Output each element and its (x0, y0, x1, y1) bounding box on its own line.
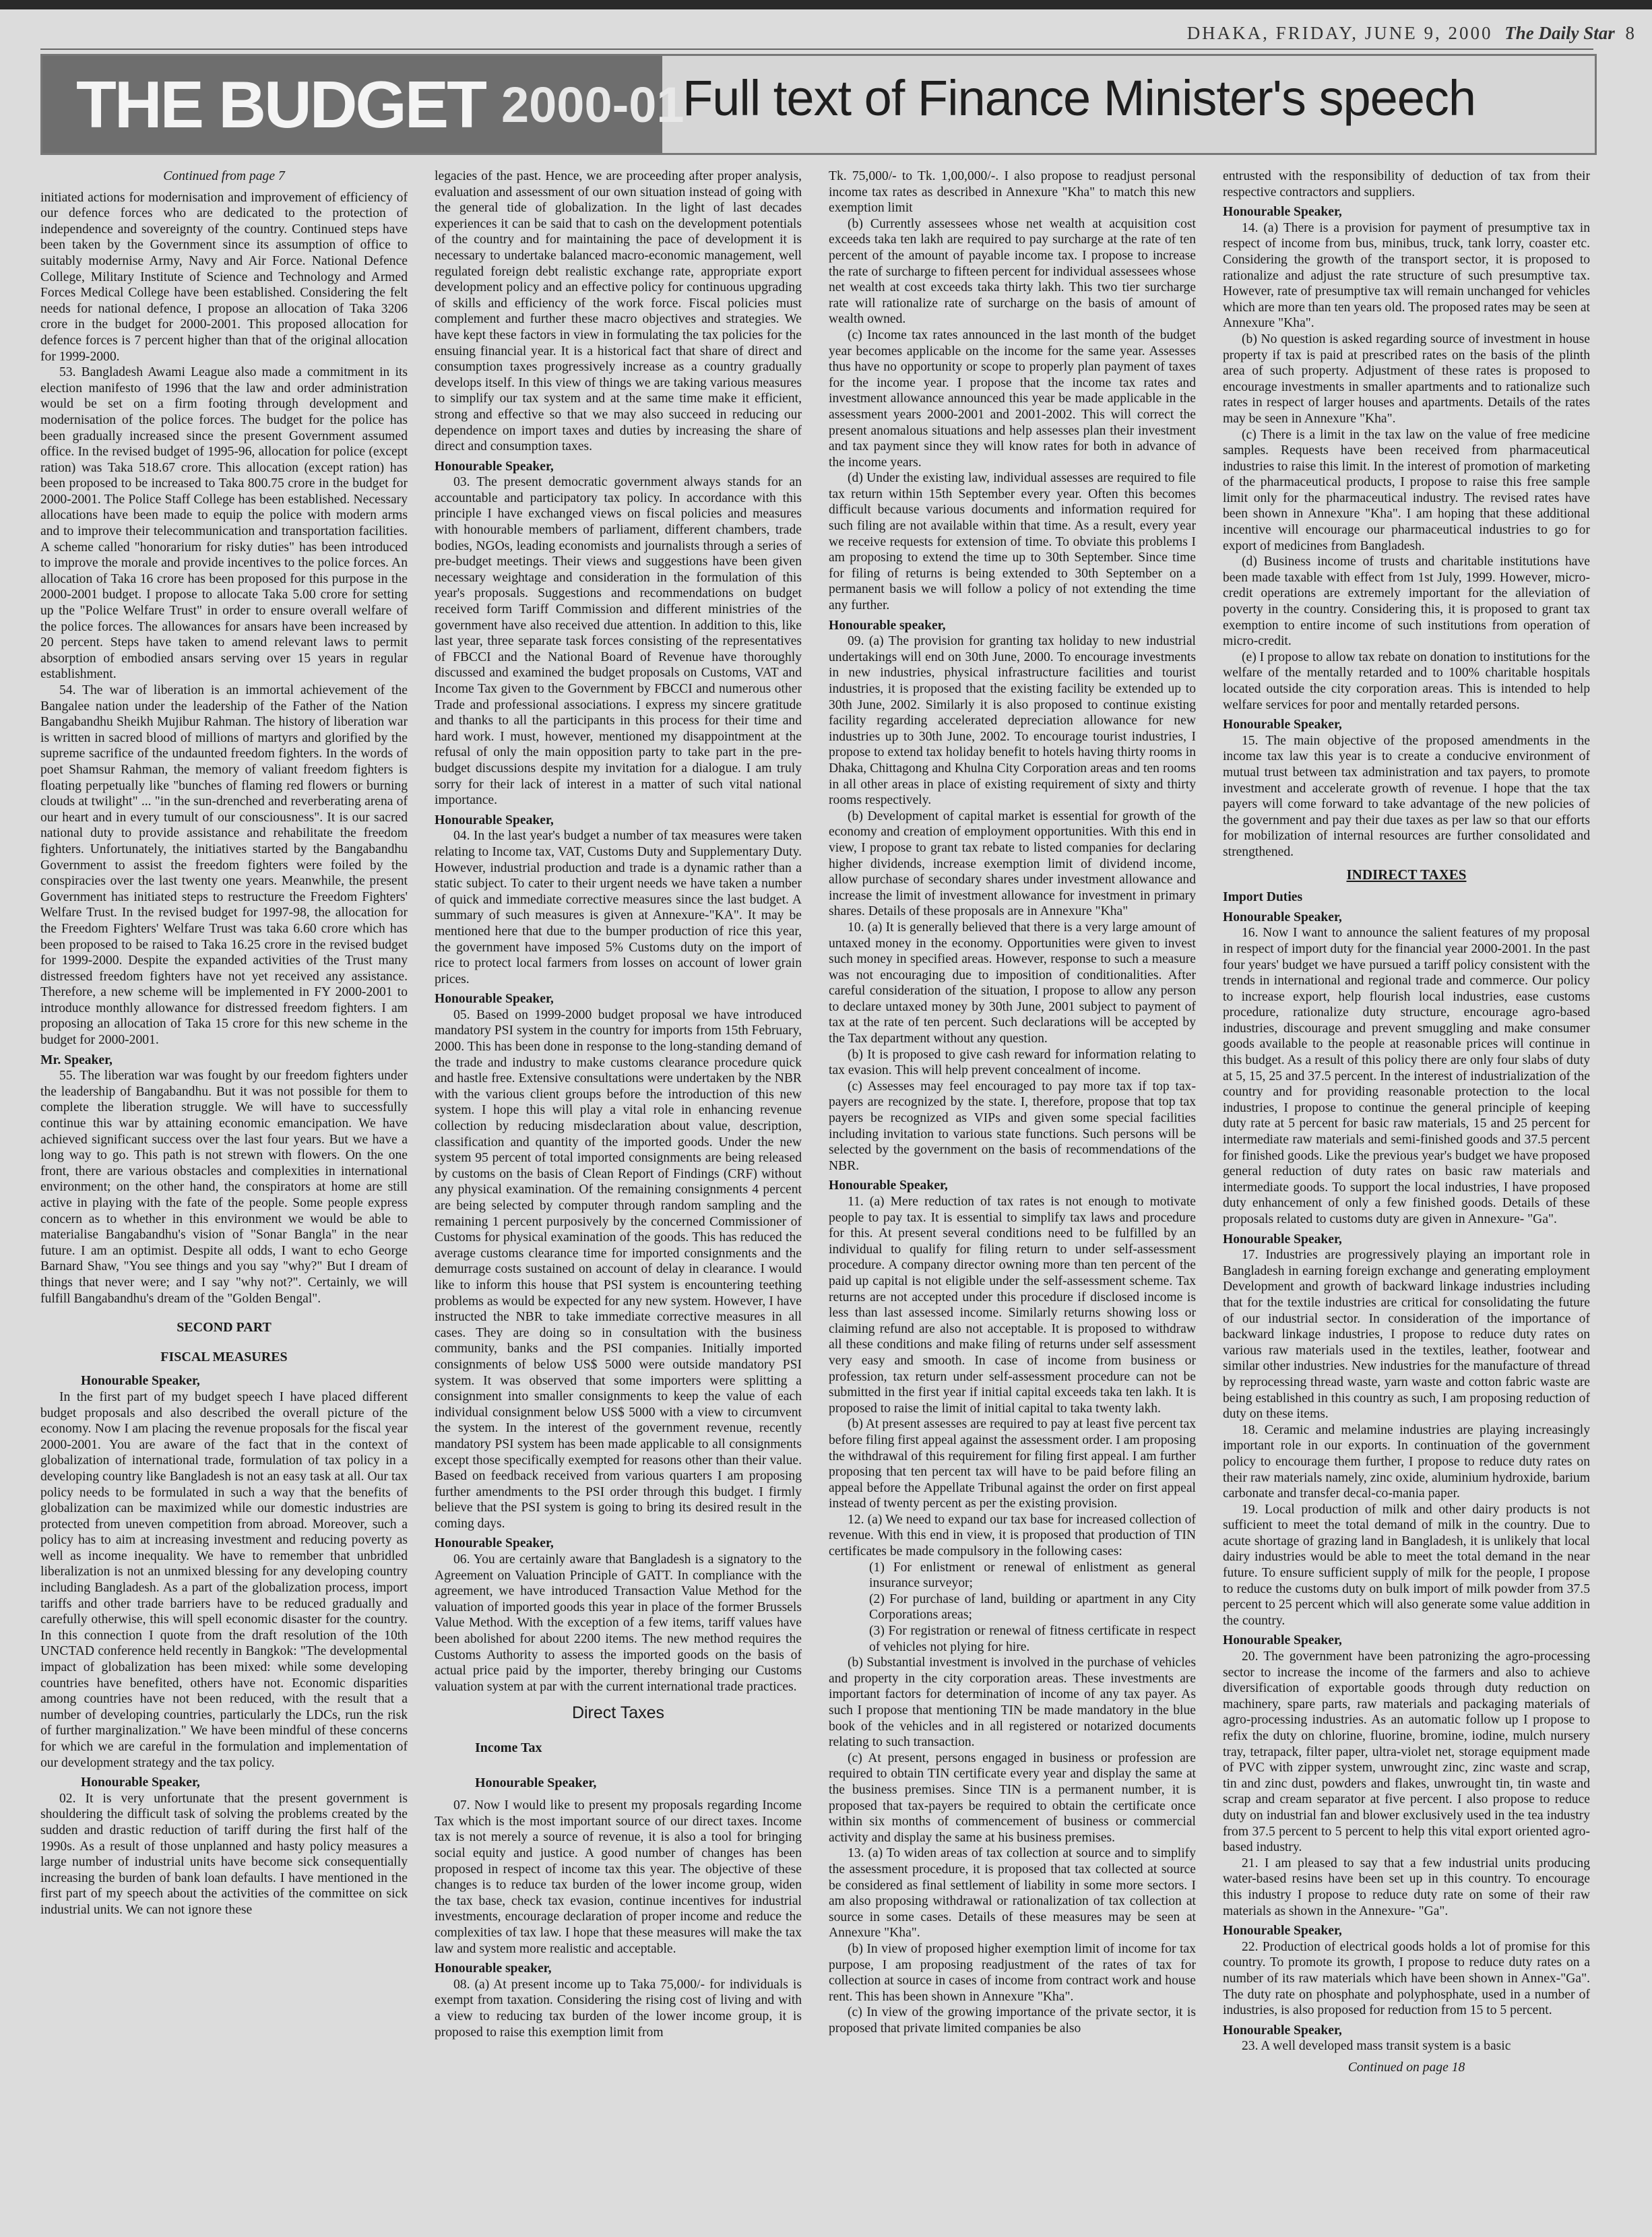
paragraph-12: 12. (a) We need to expand our tax base for increased collection of revenue. With this end in view, it is proposed that production of TIN certificates be made compulsory in the following cases: (829, 1512, 1196, 1559)
subsection-heading: Income Tax (475, 1740, 542, 1755)
paragraph: (c) Assesses may feel encouraged to pay more tax if top tax-payers are recognized by the state. I, therefore, propose that top tax payers be recognized as VIPs and given some special facilities including invitation to various state functions. Such persons will be selected by the government on the basis of recommendations of the NBR. (829, 1079, 1196, 1173)
paragraph-05: 05. Based on 1999-2000 budget proposal we have introduced mandatory PSI system in the country for imports from 15th February, 2000. This has been done in response to the long-standing demand of the trade and industry to make customs clearance procedure quick and hastle free. Extensive consultations were undertaken by the NBR with the various client groups before the introduction of this new system. I hope this will play a vital role in enhancing revenue collection by reducing misdeclaration about value, description, classification and quantity of the imported goods. Under the new system 95 percent of total imported consignments are being released by customs on the basis of Clean Report of Findings (CRF) without any physical examination. Of the remaining consignments 4 percent are being selected by computer through random sampling and the remaining 1 percent purposively by the concerned Commissioner of Customs for physical examination of the goods. This has reduced the average customs clearance time for imported consignments and the demurrage costs sustained on account of delay in clearance. I would like to inform this house that PSI system is encountering teething problems as would be expected for any new system. However, I have instructed the NBR to take immediate corrective measures in all cases. They are doing so in consultation with the business community, banks and the PSI companies. Initially imported consignments of below US$ 5000 were outside mandatory PSI system. It was observed that some importers were splitting a consignment into smaller consignments to keep the value of each individual consignment below US$ 5000 with a view to circumvent the system. In the interest of the government revenue, recently mandatory PSI system has been made applicable to all consignments except those specifically exempted for reasons other than their value. Based on feedback received from various quarters I am proposing further amendments to the PSI order through this budget. I firmly believe that the PSI system is going to bring its desired result in the coming days. (435, 1007, 802, 1531)
paragraph-21: 21. I am pleased to say that a few industrial units producing water-based resins have been set up in this country. To encourage this industry I propose to reduce duty rate on some of their raw materials as shown in the Annexure- "Ga". (1223, 1856, 1590, 1918)
page-number: 8 (1625, 23, 1634, 43)
section-heading: INDIRECT TAXES (1346, 866, 1467, 883)
masthead-logo: The Daily Star (1504, 23, 1615, 43)
paragraph: (c) At present, persons engaged in business or profession are required to obtain TIN certificate every year and display the same at the business premises. Since TIN is a permanent number, it is proposed that tax-payers be required to obtain the certificate once within six months of commencement of business or commercial activity and display the same at his business premises. (829, 1751, 1196, 1845)
paragraph-17: 17. Industries are progressively playing an important role in Bangladesh in earning foreign exchange and generating employment Development and growth of backward linkage industries including that for the textile industries are critical for consolidating the future of our industrial sector. In consideration of the importance of backward linkage industries, I propose to reduce duty rates on various raw materials used in the textiles, leather, footwear and similar other industries. New industries for the manufacture of thread by reprocessing thread waste, yarn waste and cotton fabric waste are being established in this country as such, I am proposing reduction of duty on these items. (1223, 1248, 1590, 1422)
paragraph-55: 55. The liberation war was fought by our freedom fighters under the leadership of Bangabandhu. But it was not possible for them to complete the liberation struggle. We will have to successfully continue this war by attaining economic emancipation. We have achieved significant success over the last four years. But we have a long way to go. This path is not strewn with flowers. On the one front, there are various obstacles and complexities in international environment; on the other hand, the conspirators at home are still active in playing with the fate of the people. Some people express concern as to whether in this environment we would be able to materialise Bangabandhu's vision of "Sonar Bangla" in the near future. I am an optimist. Despite all odds, I want to echo George Barnard Shaw, "You see things and you say "why?" But I dream of things that never were; and I say "why not?". Certainly, we will fulfill Bangabandhu's dream of the "Golden Bengal". (40, 1069, 408, 1306)
paragraph-01: In the first part of my budget speech I have placed different budget proposals and also described the overall picture of the economy. Now I am placing the revenue proposals for the fiscal year 2000-2001. You are aware of the fact that in the context of globalization of international trade, formulation of tax policy in a developing country like Bangladesh is not an easy task at all. Our tax policy needs to be formulated in such a way that the benefits of globalization can be maximized while our domestic industries are protected from uneven competition from abroad. Moreover, such a policy has to aim at increasing investment and reducing poverty as well as income inequality. We have to remember that unbridled liberalization is not an unmixed blessing for any developing country including Bangladesh. As a part of the globalization process, import tariffs and other trade barriers have to be reduced gradually and carefully otherwise, this will spell economic disaster for the country. In this connection I quote from the draft resolution of the 10th UNCTAD conference held recently in Bangkok: "The developmental impact of globalization has been mixed: while some developing countries have benefited, others have not. Economic disparities among countries have not been reduced, with the result that a number of developing countries, particularly the LDCs, run the risk of further marginalization." We have been mindful of these concerns for which we are careful in the formulation and implementation of our development strategy and the tax policy. (40, 1389, 408, 1770)
headline-title: THE BUDGET (76, 67, 485, 141)
paragraph-08: 08. (a) At present income up to Taka 75,000/- for individuals is exempt from taxation. Considering the rising cost of living and with a view to reducing tax burden of the lower income group, it is proposed to raise this exemption limit from (435, 1977, 802, 2040)
paragraph: legacies of the past. Hence, we are proceeding after proper analysis, evaluation and assessment of our own situation instead of going with the general tide of globalization. In the light of last decades experiences it can be said that to cash on the development potentials of the country and for maintaining the pace of development it is necessary to undertake balanced macro-economic management, well regulated foreign debt realistic exchange rate, appropriate export development policy and an effective policy for continuous upgrading of skills and efficiency of the work force. Fiscal policies must complement and further these macro objectives and strategies. We have kept these factors in view in formulating the tax policies for the ensuing financial year. It is a historical fact that share of direct and consumption taxes progressively increase as a country gradually develops itself. In this view of things we are taking various measures to simplify our tax system and at the same time make it efficient, strong and effective so that we may also succeed in reducing our dependence on import taxes and duties by increasing the share of direct and consumption taxes. (435, 169, 802, 454)
paragraph-54: 54. The war of liberation is an immortal achievement of the Bangalee nation under the leadership of the Father of the Nation Bangabandhu Sheikh Mujibur Rahman. The history of liberation war is written in sacred blood of millions of martyrs and glorified by the supreme sacrifice of the undaunted freedom fighters. In the words of poet Shamsur Rahman, the memory of valiant freedom fighters is floating perpetually like "bunches of flaming red flowers or burning clouds at twilight" ... "in the sun-drenched and reverberating arena of our heart and in every tumult of our consciousness". It is our sacred national duty to provide assistance and rehabilitate the freedom fighters. Unfortunately, the initiatives started by the Bangabandhu Government to assist the freedom fighters were foiled by the conspiracies over the last twenty one years. Meanwhile, the present Government has initiated steps to restructure the Freedom Fighters' Welfare Trust. In the revised budget for 1997-98, the allocation for the Freedom Fighters' Welfare Trust was taka 6.60 crore which has been proposed to be raised to Taka 16.25 crore in the revised budget for 1999-2000. Despite the expanded activities of the Trust many distressed freedom fighters have not yet received any assistance. Therefore, a new scheme will be implemented in FY 2000-2001 to introduce monthly allowance for distressed freedom fighters. I am proposing an allocation of Taka 15 crore for this new scheme in the budget for 2000-2001. (40, 683, 408, 1048)
paragraph-07: 07. Now I would like to present my proposals regarding Income Tax which is the most important source of our direct taxes. Income tax is not merely a source of revenue, it is also a tool for bringing social equity and justice. A good number of changes has been proposed in respect of income tax this year. The objective of these changes is to reduce tax burden of the lower income group, widen the tax base, check tax evasion, continue incentives for industrial investments, encourage declaration of proper income and reduce the complexities of tax law. I hope that these measures will make the tax law and system more realistic and acceptable. (435, 1798, 802, 1956)
paragraph-15: 15. The main objective of the proposed amendments in the income tax law this year is to create a conducive environment of mutual trust between tax administration and tax payers, to promote investment and accelerate growth of revenue. I hope that the tax payers will come forward to take advantage of the new policies of the government and pay their due taxes as per law so that our efforts for mobilization of internal resources are further consolidated and strengthened. (1223, 733, 1590, 859)
paragraph: Tk. 75,000/- to Tk. 1,00,000/-. I also propose to readjust personal income tax rates as described in Annexure "Kha" to match this new exemption limit (829, 169, 1196, 216)
paragraph-04: 04. In the last year's budget a number of tax measures were taken relating to Income tax, VAT, Customs Duty and Supplementary Duty. However, industrial production and trade is a dynamic rather than a static subject. To cater to their urgent needs we have taken a number of quick and immediate corrective measures since the last budget. A summary of such measures is given at Annexure-"KA". It may be mentioned here that due to the bumper production of rice this year, the government have imposed 5% Customs duty on the import of rice to protect local farmers from losses on account of lower grain prices. (435, 829, 802, 986)
paragraph-10: 10. (a) It is generally believed that there is a very large amount of untaxed money in the economy. Opportunities were given to invest such money in specified areas. However, response to such a measure was not encouraging due to imposition of conditionalities. After careful consideration of the situation, I propose to allow any person to declare untaxed money by 30th June, 2001 subject to payment of tax at the rate of ten percent. Such declarations will be accepted by the Tax department without any question. (829, 920, 1196, 1046)
speaker-heading: Honourable speaker, (435, 1961, 552, 1976)
paragraph: entrusted with the responsibility of deduction of tax from their respective contractors and suppliers. (1223, 169, 1590, 199)
speaker-heading: Honourable Speaker, (435, 813, 554, 827)
column-4 (1223, 168, 1590, 2210)
speaker-heading: Honourable Speaker, (1223, 910, 1342, 924)
paragraph: initiated actions for modernisation and improvement of efficiency of our defence forces who are dedicated to the protection of independence and sovereignty of the country. Continued steps have been taken by the Government since its assumption of office to suitably modernise Army, Navy and Air Force. National Defence College, Military Institute of Science and Technology and Armed Forces Medical College have been established. Considering the felt needs for national defence, I propose an allocation of Taka 3206 crore in the budget for 2000-2001. This proposed allocation for defence forces is 7 percent higher than that of the original allocation for 1999-2000. (40, 190, 408, 364)
list-item: (1) For enlistment or renewal of enlistment as general insurance surveyor; (869, 1560, 1196, 1591)
speaker-heading: Honourable Speaker, (81, 1374, 200, 1389)
paragraph-16: 16. Now I want to announce the salient features of my proposal in respect of import duty for the financial year 2000-2001. In the past four years' budget we have pursued a tariff policy consistent with the trends in international and regional trade and commerce. Our policy to increase export, help flourish local industries, ease customs procedure, rationalize duty structure, encourage agro-based industries, discourage and prevent smuggling and make consumer goods available to the people at reasonable prices will continue in this budget. As a result of this policy there are only four slabs of duty at 5, 15, 25 and 37.5 percent. In the interest of industrialization of the country and for providing reasonable protection to the local industries, I propose to continue the general principle of keeping duty rate at 5 percent for basic raw materials, 15 and 25 percent for intermediate raw materials and semi-finished goods and 37.5 percent for finished goods. Like the previous year's budget we have proposed general reduction of duty rates on basic raw materials and intermediate goods. To support the local industries, I have proposed duty enhancement of only a few finished goods. Details of these proposals related to customs duty are given in Annexure- "Ga". (1223, 926, 1590, 1226)
speaker-heading: Honourable Speaker, (829, 1178, 948, 1193)
paragraph: (d) Business income of trusts and charitable institutions have been made taxable with effect from 1st July, 1999. However, micro-credit operations are extremely important for the alleviation of poverty in the country. Considering this, it is proposed to grant tax exemption to entire income of such institutions from operation of micro-credit. (1223, 555, 1590, 649)
section-heading: SECOND PART (177, 1320, 272, 1335)
paragraph-13: 13. (a) To widen areas of tax collection at source and to simplify the assessment procedure, it is proposed that tax collected at source be considered as final settlement of liability in some more sectors. I am also proposing withdrawal or rationalization of tax collection at source in some cases. Details of these measures may be seen at Annexure "Kha". (829, 1846, 1196, 1941)
speaker-heading: Honourable Speaker, (1223, 1232, 1342, 1247)
paragraph: (b) Development of capital market is essential for growth of the economy and creation of employment opportunities. With this end in view, I propose to grant tax rebate to listed companies for declaring higher dividends, increase exemption limit of dividend income, allow purchase of secondary shares under investment allowance and increase the limit of investment allowance for investment in primary shares. Details of these proposals are in Annexure "Kha" (829, 809, 1196, 919)
paragraph-53: 53. Bangladesh Awami League also made a commitment in its election manifesto of 1996 that the law and order administration would be set on a firm footing through development and modernisation of the police forces. The budget for the police has been gradually increased since the present Government assumed office. In the revised budget of 1995-96, allocation for police (except ration) was Taka 518.67 crore. This allocation (except ration) has been proposed to be increased to Taka 800.75 crore in the budget for 2000-2001. The Police Staff College has been established. Necessary allocations have been made to equip the police with modern arms and to improve their telecommunication and transportation facilities. A scheme called "honorarium for risky duties" has been introduced to improve the morale and provide incentives to the police forces. An allocation of Taka 16 crore has been proposed for this purpose in the 2000-2001 budget. I propose to allocate Taka 5.00 crore for setting up the "Police Welfare Trust" in order to ensure overall welfare of the police forces. The allowances for ansars have been increased by 20 percent. Steps have taken to amend relevant laws to permit absorption of embodied ansars serving over 15 years in regular establishment. (40, 365, 408, 682)
paragraph: (b) It is proposed to give cash reward for information relating to tax evasion. This will help prevent concealment of income. (829, 1047, 1196, 1078)
paragraph-19: 19. Local production of milk and other dairy products is not sufficient to meet the total demand of milk in the country. Due to acute shortage of grazing land in Bangladesh, it is unlikely that local dairy industries would be able to meet the total demand in the near future. To ensure sufficient supply of milk for the people, I propose to reduce the customs duty on bulk import of milk powder from 37.5 percent to 25 percent which will also generate some value addition in the country. (1223, 1502, 1590, 1628)
section-heading: Direct Taxes (571, 1703, 665, 1723)
speaker-heading: Honourable Speaker, (1223, 205, 1342, 220)
paragraph: (b) No question is asked regarding source of investment in house property if tax is paid at prescribed rates on the basis of the plinth area of such property. Adjustment of these rates is proposed to encourage investments in smaller apartments and to rationalize such rates in respect of larger houses and apartments. Details of the rates may be seen in Annexure "Kha". (1223, 332, 1590, 426)
speaker-heading: Honourable Speaker, (81, 1775, 200, 1790)
speaker-heading: Mr. Speaker, (40, 1052, 113, 1067)
speaker-heading: Honourable Speaker, (435, 459, 554, 474)
dateline (1187, 23, 1634, 44)
paragraph-18: 18. Ceramic and melamine industries are playing increasingly important role in our exports. In continuation of the government policy to encourage them further, I propose to reduce duty rates on their raw materials namely, zinc oxide, aluminium hydroxide, barium carbonate and transfer decal-co-mania paper. (1223, 1422, 1590, 1501)
paragraph-22: 22. Production of electrical goods holds a lot of promise for this country. To promote its growth, I propose to reduce duty rates on a number of its raw materials which have been shown in Annex-"Ga". The duty rate on phosphate and polyphosphate, used in a number of industries, is also proposed for reduction from 15 to 5 percent. (1223, 1939, 1590, 2018)
speaker-heading: Honourable Speaker, (1223, 718, 1342, 732)
top-edge-bar (0, 0, 1652, 9)
paragraph-20: 20. The government have been patronizing the agro-processing sector to increase the income of the farmers and also to achieve diversification of exportable goods through duty reduction on machinery, spare parts, raw materials and packaging materials of agro-processing industries. As an automatic follow up I propose to refix the duty on chlorine, fluorine, bromine, iodine, mulch nursery tray, tetrapack, filter paper, ultra-violet net, storage equipment made of PVC with zipper system, unwrought zinc, zinc waste and scrap, tin and zinc dust, powders and flakes, unwrought tin, tin waste and scrap and cream separator at five percent. I also propose to reduce duty on industrial fan and blower exclusively used in the tea industry from 37.5 percent to 5 percent to help this vital export oriented agro-based industry. (1223, 1649, 1590, 1855)
speaker-heading: Honourable Speaker, (1223, 2023, 1342, 2038)
speaker-heading: Honourable Speaker, (475, 1775, 597, 1790)
section-heading: FISCAL MEASURES (160, 1349, 288, 1364)
headline-year: 2000-01 (501, 76, 685, 133)
speaker-heading: Honourable Speaker, (1223, 1924, 1342, 1939)
column-3 (829, 168, 1196, 2210)
paragraph: (b) At present assesses are required to pay at least five percent tax before filing first appeal against the assessment order. I am proposing the withdrawal of this requirement for filing first appeal. I am further proposing that ten percent tax will have to be paid before filing an appeal before the Appellate Tribunal against the order on first appeal instead of twenty percent as per the existing provision. (829, 1417, 1196, 1511)
list-item: (3) For registration or renewal of fitness certificate in respect of vehicles not plying for hire. (869, 1624, 1196, 1654)
speaker-heading: Honourable Speaker, (1223, 1633, 1342, 1648)
continued-on: Continued on page 18 (1347, 2060, 1465, 2075)
column-2 (435, 168, 802, 2210)
paragraph: (d) Under the existing law, individual assesses are required to file tax return within 15th September every year. Often this becomes difficult because various documents and information required for such filing are not available within that time. As a result, every year we receive requests for extension of time. To obviate this problems I am proposing to extend the time up to 30th September. Since time for filing of returns is being extended to 30th September on a permanent basis we will follow a policy of not extending the time any further. (829, 471, 1196, 613)
paragraph: (e) I propose to allow tax rebate on donation to institutions for the welfare of the mentally retarded and to 100% charitable hospitals located outside the city corporation areas. This is intended to help welfare services for poor and mentally retarded persons. (1223, 650, 1590, 712)
paragraph: (c) In view of the growing importance of the private sector, it is proposed that private limited companies be also (829, 2005, 1196, 2036)
speaker-heading: Honourable speaker, (829, 618, 946, 633)
article-body (40, 168, 1603, 2210)
speaker-heading: Honourable Speaker, (435, 992, 554, 1007)
headline-banner (40, 54, 1597, 155)
subsection-heading: Import Duties (1223, 890, 1303, 905)
paragraph-06: 06. You are certainly aware that Bangladesh is a signatory to the Agreement on Valuation Principle of GATT. In compliance with the agreement, we have introduced Transaction Value Method for the valuation of imported goods this year in place of the former Brussels Value Method. With the exception of a few items, tariff values have been abolished for about 2200 items. The new method requires the Customs Authority to assess the imported goods on the basis of actual price paid by the importer, thereby bringing our Customs valuation system at par with the current international trade practices. (435, 1552, 802, 1694)
paragraph-23: 23. A well developed mass transit system is a basic (1242, 2039, 1511, 2054)
paragraph-14: 14. (a) There is a provision for payment of presumptive tax in respect of income from bus, minibus, truck, tank lorry, coaster etc. Considering the growth of the transport sector, it is proposed to rationalize and adjust the rate structure of such presumptive tax. However, rate of presumptive tax will remain unchanged for vehicles which are more than ten years old. The proposed rates may be seen at Annexure "Kha". (1223, 220, 1590, 331)
header-rule (40, 49, 1593, 50)
paragraph: (c) Income tax rates announced in the last month of the budget year becomes applicable on the income for the same year. Assesses thus have no opportunity or scope to properly plan payment of taxes for the income year. I propose that the income tax rates and investment allowance announced this year be made applicable in the assessment years 2000-2001 and 2001-2002. This will correct the present anomalous situations and help assesses plan their investment and tax payment since they will know rates for both in advance of the income years. (829, 327, 1196, 470)
paragraph: (b) Substantial investment is involved in the purchase of vehicles and property in the city corporation areas. These investments are important factors for determination of income of any tax payer. As such I propose that mentioning TIN be made mandatory in the blue book of the vehicles and in all registered or notarized documents relating to such transaction. (829, 1656, 1196, 1750)
headline-subtitle: Full text of Finance Minister's speech (682, 70, 1476, 126)
paragraph: (c) There is a limit in the tax law on the value of free medicine samples. Requests have been received from pharmaceutical industries to raise this limit. In the interest of promotion of marketing of the pharmaceutical products, I propose to raise this free sample limit only for the pharmaceutical industry. The revised rates have been shown in Annexure "Kha". I am hoping that these additional incentive will encourage our pharmaceutical industries to go for export of medicines from Bangladesh. (1223, 427, 1590, 553)
paragraph-03: 03. The present democratic government always stands for an accountable and participatory tax policy. In accordance with this principle I have exchanged views on fiscal policies and measures with honourable members of parliament, different chambers, trade bodies, NGOs, leading economists and journalists through a series of pre-budget meetings. Their views and suggestions have been given necessary weightage and consideration in the formulation of this year's proposals. Suggestions and recommendations on budget received form Tariff Commission and different ministries of the government have also received due attention. In addition to this, like last year, three separate task forces consisting of the representatives of FBCCI and the National Board of Revenue have thoroughly discussed and examined the budget proposals on Customs, VAT and Income Tax given to the Government by FBCCI and numerous other Trade and professional associations. I express my sincere gratitude and thanks to all the participants in this process for their time and hard work. I must, however, mentioned my disappointment at the refusal of only the main opposition party to take part in the pre-budget discussions despite my invitation for a dialogue. I am truly sorry for their lack of interest in a matter of such vital national importance. (435, 475, 802, 808)
paragraph-11: 11. (a) Mere reduction of tax rates is not enough to motivate people to pay tax. It is essential to simplify tax laws and procedure for this. At present several conditions need to be fulfilled by an individual to qualify for filing return to under self-assessment procedure. A company director owning more than ten percent of the paid up capital is not eligible under the self-assessment scheme. Tax returns are not accepted under this procedure if disclosed income is less than last assessed income. Similarly returns showing loss or claiming refund are also not acceptable. It is proposed to withdraw all these conditions and make filing of returns under self assessment very easy and smooth. In case of income from business or profession, tax return under self-assessment procedure can not be submitted in the first year if initial capital exceeds taka ten lakh. It is proposed to raise the limit of initial capital to taka twenty lakh. (829, 1195, 1196, 1416)
paragraph: (b) In view of proposed higher exemption limit of income for tax purpose, I am proposing readjustment of the rates of tax for collection at source in cases of income from contract work and house rent. This has been shown in Annexure "Kha". (829, 1941, 1196, 2004)
column-1 (40, 168, 408, 2210)
continued-from: Continued from page 7 (163, 169, 285, 183)
headline-block (42, 56, 685, 153)
paragraph: (b) Currently assessees whose net wealth at acquisition cost exceeds taka ten lakh are required to pay surcharge at the rate of ten percent of the amount of payable income tax. I propose to increase the rate of surcharge to fifteen percent for individual assessees whose net wealth at cost exceeds taka thirty lakh. This two tier surcharge rate will rationalize rate of surcharge on the basis of amount of wealth owned. (829, 216, 1196, 327)
date-text: DHAKA, FRIDAY, JUNE 9, 2000 (1186, 23, 1493, 43)
paragraph-09: 09. (a) The provision for granting tax holiday to new industrial undertakings will end on 30th June, 2000. To encourage investments in new industries, physical infrastructure facilities and tourist industries, it is proposed that the existing facility be extended up to 30th June, 2002. Similarly it is also proposed to continue existing facility regarding accelerated depreciation allowance for new industries up to 30th June, 2002. To encourage tourist industries, I propose to extend tax holiday benefit to hotels having thirty rooms in Dhaka, Chittagong and Khulna City Corporation areas and ten rooms in all other areas in place of existing requirement of sixty and thirty rooms respectively. (829, 634, 1196, 808)
list-item: (2) For purchase of land, building or apartment in any City Corporations areas; (869, 1592, 1196, 1622)
paragraph-02: 02. It is very unfortunate that the present government is shouldering the difficult task of solving the problems created by the sudden and drastic reduction of tariff during the first half of the 1990s. As a result of those unplanned and hasty policy measures a large number of industrial units have become sick consequentially increasing the burden of bank loan defaults. I have mentioned in the first part of my speech about the activities of the committee on sick industrial units. We can not ignore these (40, 1791, 408, 1917)
speaker-heading: Honourable Speaker, (435, 1536, 554, 1551)
